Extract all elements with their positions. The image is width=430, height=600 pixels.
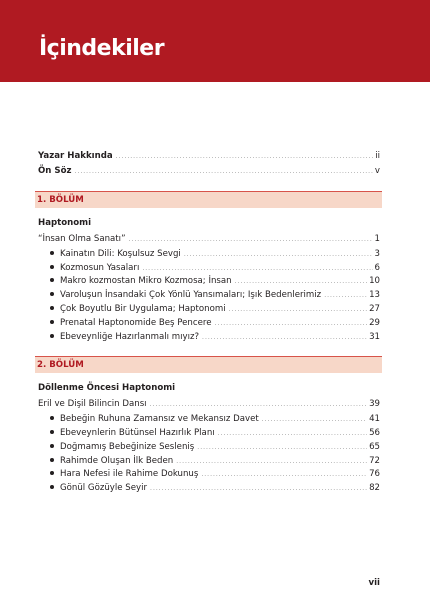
toc-item[interactable] — [38, 317, 380, 331]
dot-leader — [129, 233, 373, 247]
dot-leader — [142, 262, 372, 276]
toc-item[interactable] — [38, 289, 380, 303]
dot-leader — [150, 398, 368, 412]
toc-item[interactable] — [38, 303, 380, 317]
toc-item-text: Makro kozmostan Mikro Kozmosa; İnsan — [60, 276, 232, 287]
toc-page-number: 29 — [369, 318, 380, 329]
dot-leader — [201, 468, 367, 482]
toc-item-text: Rahimde Oluşan İlk Beden — [60, 455, 174, 466]
toc-page-number: 27 — [369, 304, 380, 315]
toc-item-text: Doğmamış Bebeğinize Sesleniş — [60, 441, 195, 452]
toc-item[interactable] — [38, 455, 380, 469]
table-of-contents — [38, 150, 380, 496]
dot-leader — [176, 455, 367, 469]
toc-page-number: 82 — [369, 483, 380, 494]
dot-leader — [197, 441, 367, 455]
bullet-icon — [50, 334, 54, 338]
toc-page-number: 3 — [374, 248, 380, 259]
bullet-icon — [50, 278, 54, 282]
toc-item-text: Prenatal Haptonomide Beş Pencere — [60, 318, 212, 329]
toc-item-text: Kozmosun Yasaları — [60, 262, 140, 273]
toc-item[interactable] — [38, 441, 380, 455]
bullet-icon — [50, 485, 54, 489]
section-bar-2: 2. BÖLÜM — [35, 356, 382, 373]
bullet-icon — [50, 251, 54, 255]
toc-page-number: 1 — [374, 233, 380, 244]
bullet-icon — [50, 430, 54, 434]
bullet-icon — [50, 471, 54, 475]
toc-entry-author[interactable] — [38, 150, 380, 164]
toc-entry-text: Ön Söz — [38, 165, 72, 176]
dot-leader — [235, 275, 367, 289]
toc-entry-text: “İnsan Olma Sanatı” — [38, 233, 126, 244]
dot-leader — [150, 482, 367, 496]
toc-page-number: 56 — [369, 427, 380, 438]
toc-item[interactable] — [38, 275, 380, 289]
toc-item-text: Varoluşun İnsandaki Çok Yönlü Yansımaları; Işık Bedenlerimiz — [60, 290, 322, 301]
dot-leader — [229, 303, 367, 317]
toc-page-number: 65 — [369, 441, 380, 452]
toc-item-text: Bebeğin Ruhuna Zamansız ve Mekansız Davet — [60, 413, 259, 424]
dot-leader — [184, 248, 373, 262]
page-number-footer: vii — [368, 578, 380, 588]
toc-chapter-entry[interactable] — [38, 233, 380, 247]
page-header — [0, 0, 430, 82]
toc-item[interactable] — [38, 331, 380, 345]
toc-page-number: 10 — [369, 276, 380, 287]
toc-item-text: Hara Nefesi ile Rahime Dokunuş — [60, 469, 199, 480]
bullet-icon — [50, 444, 54, 448]
toc-page-number: 41 — [369, 413, 380, 424]
toc-page-number: 72 — [369, 455, 380, 466]
toc-entry-text: Eril ve Dişil Bilincin Dansı — [38, 398, 147, 409]
toc-item[interactable] — [38, 262, 380, 276]
toc-item[interactable] — [38, 482, 380, 496]
dot-leader — [75, 165, 373, 179]
toc-item[interactable] — [38, 413, 380, 427]
dot-leader — [262, 413, 367, 427]
bullet-icon — [50, 458, 54, 462]
toc-page-number: 13 — [369, 290, 380, 301]
toc-chapter-entry[interactable] — [38, 398, 380, 412]
dot-leader — [218, 427, 367, 441]
section-title-1: Haptonomi — [38, 217, 92, 228]
dot-leader — [116, 150, 374, 164]
toc-entry-text: Yazar Hakkında — [38, 151, 113, 161]
page-title: İçindekiler — [39, 36, 165, 61]
toc-item[interactable] — [38, 427, 380, 441]
dot-leader — [215, 317, 368, 331]
toc-page-number: ii — [375, 151, 380, 161]
dot-leader — [202, 331, 367, 345]
toc-entry-preface[interactable] — [38, 165, 380, 179]
section-title-2: Döllenme Öncesi Haptonomi — [38, 382, 176, 393]
toc-item-text: Çok Boyutlu Bir Uygulama; Haptonomi — [60, 304, 226, 315]
toc-item-text: Kainatın Dili: Koşulsuz Sevgi — [60, 248, 181, 259]
bullet-icon — [50, 306, 54, 310]
dot-leader — [324, 289, 367, 303]
toc-item[interactable] — [38, 468, 380, 482]
bullet-icon — [50, 292, 54, 296]
toc-item[interactable] — [38, 248, 380, 262]
bullet-icon — [50, 265, 54, 269]
toc-page-number: 39 — [369, 398, 380, 409]
section-bar-1: 1. BÖLÜM — [35, 191, 382, 208]
toc-item-text: Ebeveynlerin Bütünsel Hazırlık Planı — [60, 427, 215, 438]
bullet-icon — [50, 320, 54, 324]
bullet-icon — [50, 416, 54, 420]
toc-page-number: v — [374, 165, 380, 176]
toc-page-number: 76 — [369, 469, 380, 480]
toc-page-number: 6 — [374, 262, 380, 273]
toc-page-number: 31 — [369, 332, 380, 343]
toc-item-text: Gönül Gözüyle Seyir — [60, 483, 148, 494]
toc-item-text: Ebeveynliğe Hazırlanmalı mıyız? — [60, 332, 200, 343]
